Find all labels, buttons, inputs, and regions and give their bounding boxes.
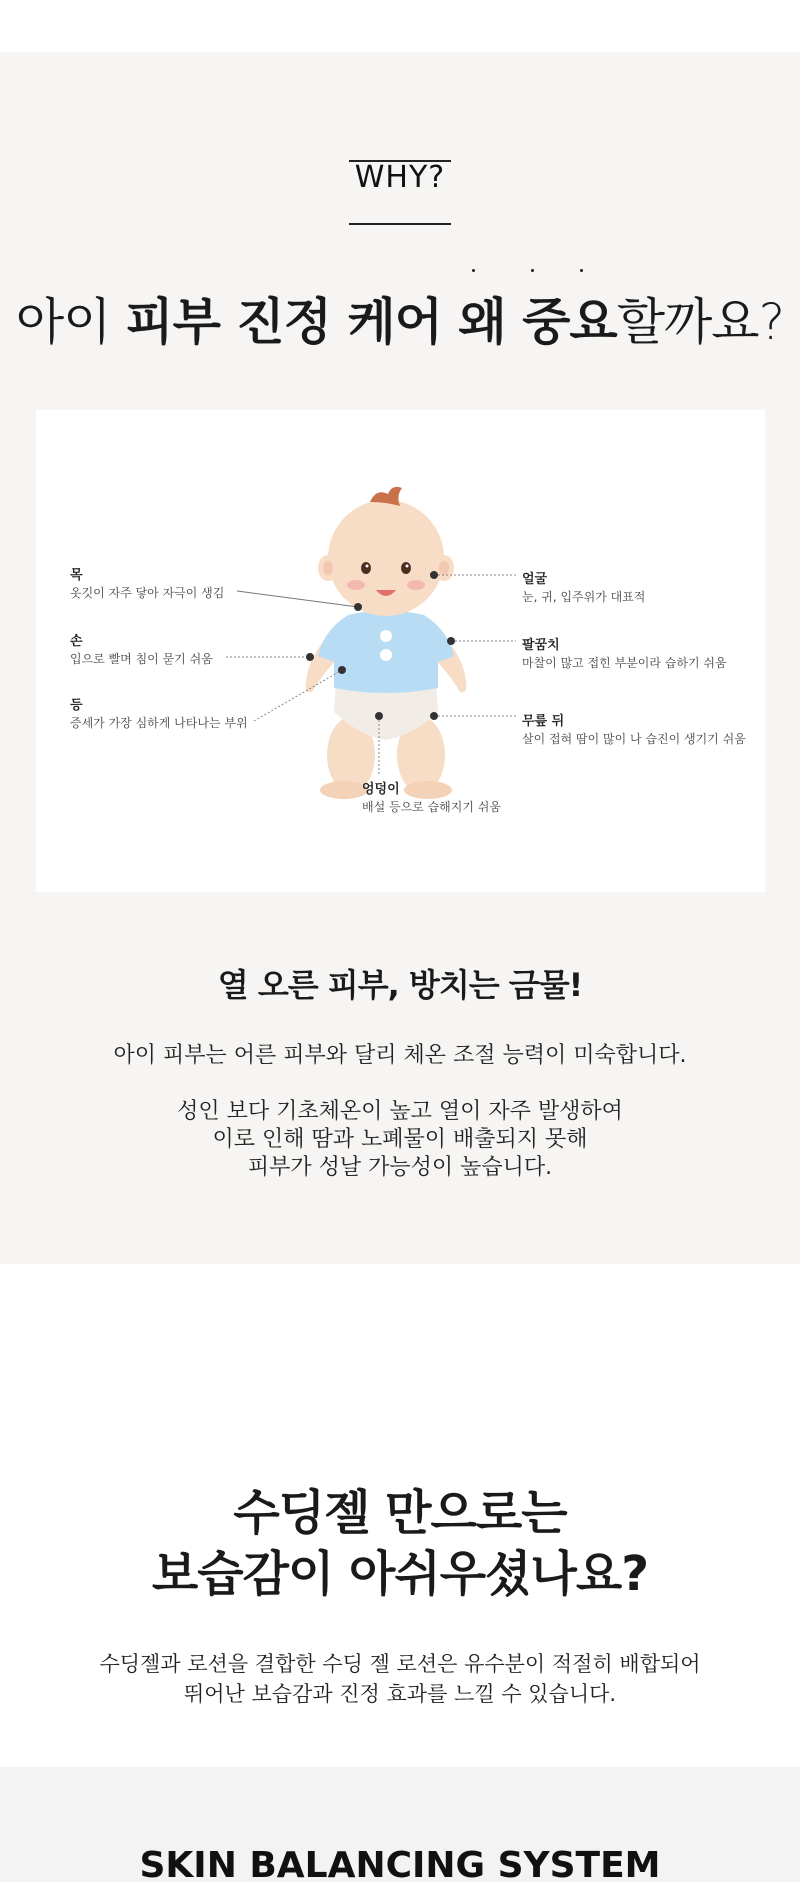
label-knee-desc: 살이 접혀 땀이 많이 나 습진이 생기기 쉬움 (522, 732, 746, 746)
balancing-title: SKIN BALANCING SYSTEM (139, 1845, 661, 1882)
label-face-title: 얼굴 (522, 572, 548, 587)
moisture-section (0, 1264, 800, 1767)
why-headline (0, 282, 800, 354)
label-neck-desc: 옷깃이 자주 닿아 자극이 생김 (70, 586, 225, 600)
fever-paragraph-2-line-3: 피부가 성날 가능성이 높습니다. (247, 1155, 553, 1180)
moisture-headline-line-1: 수딩젤 만으로는 (233, 1485, 567, 1541)
balancing-section (0, 1767, 800, 1882)
label-back-desc: 증세가 가장 심하게 나타나는 부위 (70, 716, 248, 730)
label-back-title: 등 (70, 698, 83, 713)
why-bottom-rule (349, 223, 451, 225)
label-hand-title: 손 (70, 634, 83, 649)
fever-paragraph-1: 아이 피부는 어른 피부와 달리 체온 조절 능력이 미숙합니다. (113, 1043, 687, 1068)
label-neck-title: 목 (70, 568, 83, 583)
top-spacer (0, 0, 800, 52)
headline-bold: 피부 진정 케어 왜 중요 (125, 293, 617, 351)
label-knee-title: 무릎 뒤 (522, 714, 565, 729)
skin-diagram-card (36, 410, 765, 892)
why-section (0, 52, 800, 1264)
label-face-desc: 눈, 귀, 입주위가 대표적 (522, 590, 646, 604)
fever-paragraph-2-line-2: 이로 인해 땀과 노폐물이 배출되지 못해 (212, 1127, 588, 1152)
moisture-headline-line-2: 보습감이 아쉬우셨나요? (151, 1546, 649, 1602)
label-elbow-title: 팔꿈치 (522, 638, 560, 653)
label-bottom-desc: 배설 등으로 습해지기 쉬움 (362, 800, 501, 814)
why-label: WHY? (354, 160, 446, 195)
label-elbow-desc: 마찰이 많고 접힌 부분이라 습하기 쉬움 (522, 656, 727, 670)
moisture-body-line-1: 수딩젤과 로션을 결합한 수딩 젤 로션은 유수분이 적절히 배합되어 (99, 1652, 701, 1676)
headline-prefix: 아이 (15, 293, 126, 351)
moisture-body-line-2: 뛰어난 보습감과 진정 효과를 느낄 수 있습니다. (183, 1682, 617, 1706)
fever-paragraph-2-line-1: 성인 보다 기초체온이 높고 열이 자주 발생하여 (177, 1099, 623, 1124)
headline-suffix: 할까요? (616, 293, 785, 351)
fever-skin-title: 열 오른 피부, 방치는 금물! (217, 966, 583, 1004)
emphasis-dots (0, 269, 800, 279)
label-hand-desc: 입으로 빨며 침이 묻기 쉬움 (70, 652, 213, 666)
label-bottom-title: 엉덩이 (362, 782, 400, 797)
